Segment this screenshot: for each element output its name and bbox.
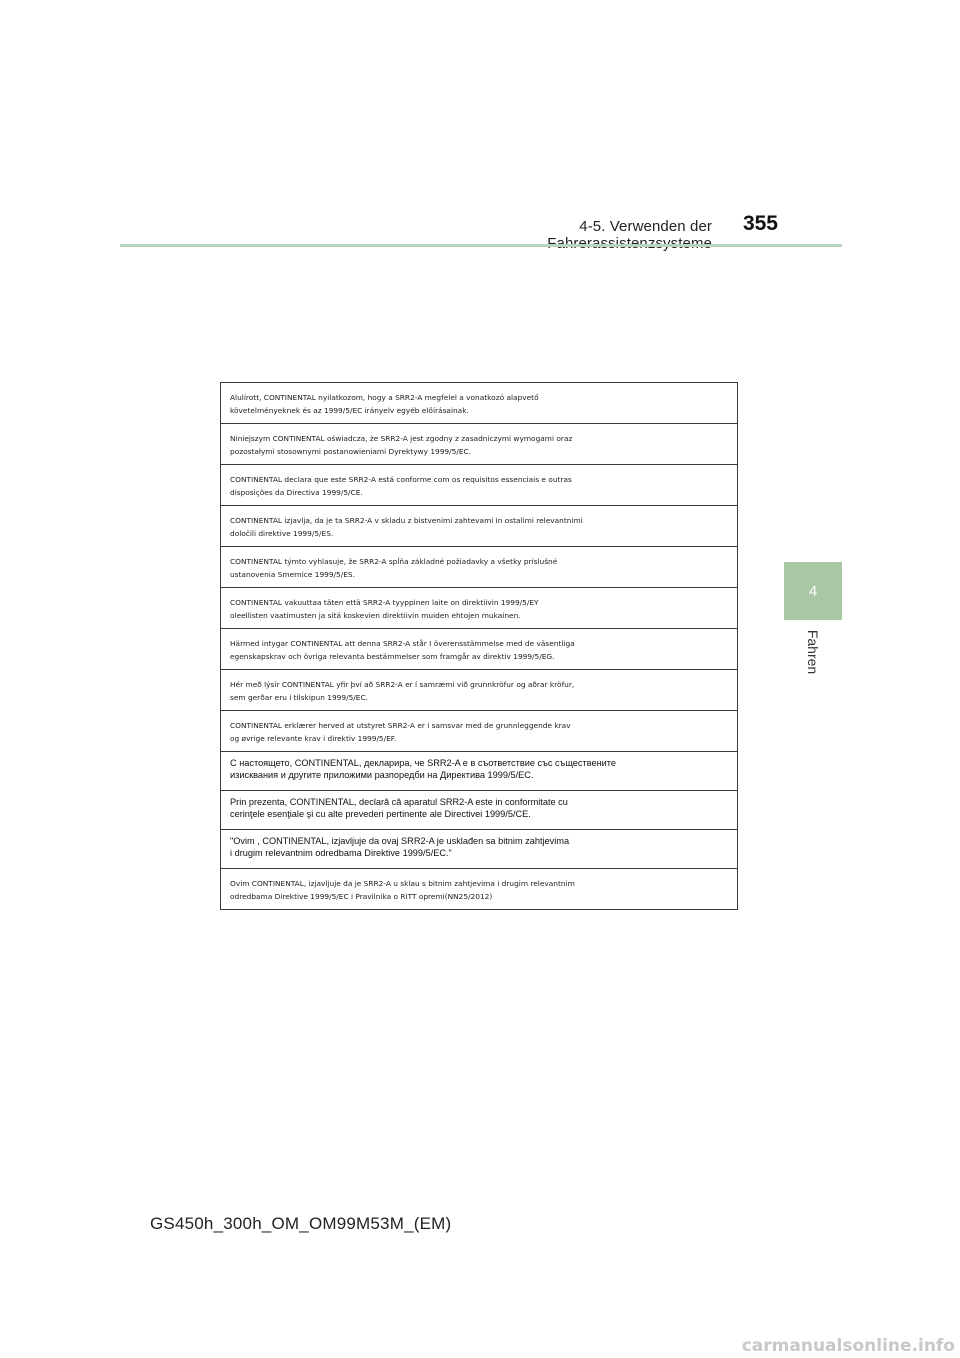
declaration-line: oleellisten vaatimusten ja sitä koskevien direktiivin muiden ehtojen mukainen. — [230, 611, 521, 620]
declaration-line: določili direktive 1999/5/ES. — [230, 529, 334, 538]
declaration-line: ustanovenia Smernice 1999/5/ES. — [230, 570, 355, 579]
declaration-line: odredbama Direktive 1999/5/EC i Pravilnika o RiTT opremi(NN25/2012) — [230, 892, 493, 901]
declaration-row — [221, 752, 737, 791]
declaration-line: egenskapskrav och övriga relevanta bestämmelser som framgår av direktiv 1999/5/EG. — [230, 652, 555, 661]
declaration-line: követelményeknek és az 1999/5/EC irányelv egyéb előírásainak. — [230, 406, 469, 415]
declaration-row — [221, 506, 737, 547]
declaration-line: pozostałymi stosownymi postanowieniami Dyrektywy 1999/5/EC. — [230, 447, 472, 456]
declaration-row — [221, 869, 737, 909]
declaration-line: disposições da Directiva 1999/5/CE. — [230, 488, 363, 497]
declaration-line: CONTINENTAL izjavlja, da je ta SRR2-A v skladu z bistvenimi zahtevami in ostalimi relevantnimi — [230, 516, 583, 525]
declaration-row — [221, 588, 737, 629]
declaration-line: Härmed intygar CONTINENTAL att denna SRR2-A står I överensstämmelse med de väsentliga — [230, 639, 575, 648]
declarations-table — [220, 382, 738, 910]
declaration-row — [221, 830, 737, 869]
chapter-label — [784, 622, 842, 682]
declaration-line: CONTINENTAL erklærer herved at utstyret SRR2-A er i samsvar med de grunnleggende krav — [230, 721, 571, 730]
declaration-line: og øvrige relevante krav i direktiv 1999/5/EF. — [230, 734, 397, 743]
watermark[interactable]: carmanualsonline.info — [741, 1336, 955, 1356]
page-number: 355 — [742, 212, 778, 235]
declaration-line: Hér með lýsir CONTINENTAL yfir því að SRR2-A er í samræmi við grunnkröfur og aðrar kröfur, — [230, 680, 575, 689]
declaration-line: "Ovim , CONTINENTAL, izjavljuje da ovaj SRR2-A je usklađen sa bitnim zahtjevima — [230, 836, 570, 846]
declaration-line: С настоящето, CONTINENTAL, декларира, че SRR2-A е в съответствие със съществените — [230, 758, 617, 768]
declaration-row — [221, 424, 737, 465]
declaration-line: i drugim relevantnim odredbama Direktive 1999/5/EC." — [230, 847, 452, 858]
chapter-tab[interactable] — [784, 562, 842, 620]
declaration-line: Ovim CONTINENTAL, izjavljuje da je SRR2-A u sklau s bitnim zahtjevima i drugim relevantnim — [230, 879, 575, 888]
declaration-line: CONTINENTAL vakuuttaa täten että SRR2-A tyyppinen laite on direktiivin 1999/5/EY — [230, 598, 539, 607]
declaration-line: sem gerðar eru í tilskipun 1999/5/EC. — [230, 693, 368, 702]
section-title: 4-5. Verwenden der — [579, 218, 712, 235]
declaration-row — [221, 670, 737, 711]
declaration-row — [221, 629, 737, 670]
declaration-line: cerinţele esenţiale şi cu alte prevederi pertinente ale Directivei 1999/5/CE. — [230, 808, 531, 819]
chapter-label-text: Fahren — [804, 629, 821, 675]
declaration-row — [221, 711, 737, 752]
declaration-row — [221, 465, 737, 506]
header-divider — [120, 244, 842, 247]
declaration-line: Niniejszym CONTINENTAL oświadcza, że SRR2-A jest zgodny z zasadniczymi wymogami oraz — [230, 434, 573, 443]
declaration-row — [221, 791, 737, 830]
manual-code: GS450h_300h_OM_OM99M53M_(EM) — [150, 1214, 452, 1233]
declaration-row — [221, 547, 737, 588]
declaration-line: изисквания и другите приложими разпоредби на Директива 1999/5/EC. — [230, 769, 534, 780]
declaration-line: CONTINENTAL declara que este SRR2-A está conforme com os requisitos essenciais e outras — [230, 475, 572, 484]
declaration-line: CONTINENTAL týmto vyhlasuje, že SRR2-A spĺňa základné požiadavky a všetky príslušné — [230, 557, 558, 566]
chapter-number: 4 — [808, 582, 818, 600]
declaration-line: Prin prezenta, CONTINENTAL, declară că aparatul SRR2-A este in conformitate cu — [230, 797, 568, 807]
declaration-line: Alulírott, CONTINENTAL nyilatkozom, hogy a SRR2-A megfelel a vonatkozó alapvető — [230, 393, 539, 402]
declaration-row — [221, 383, 737, 424]
